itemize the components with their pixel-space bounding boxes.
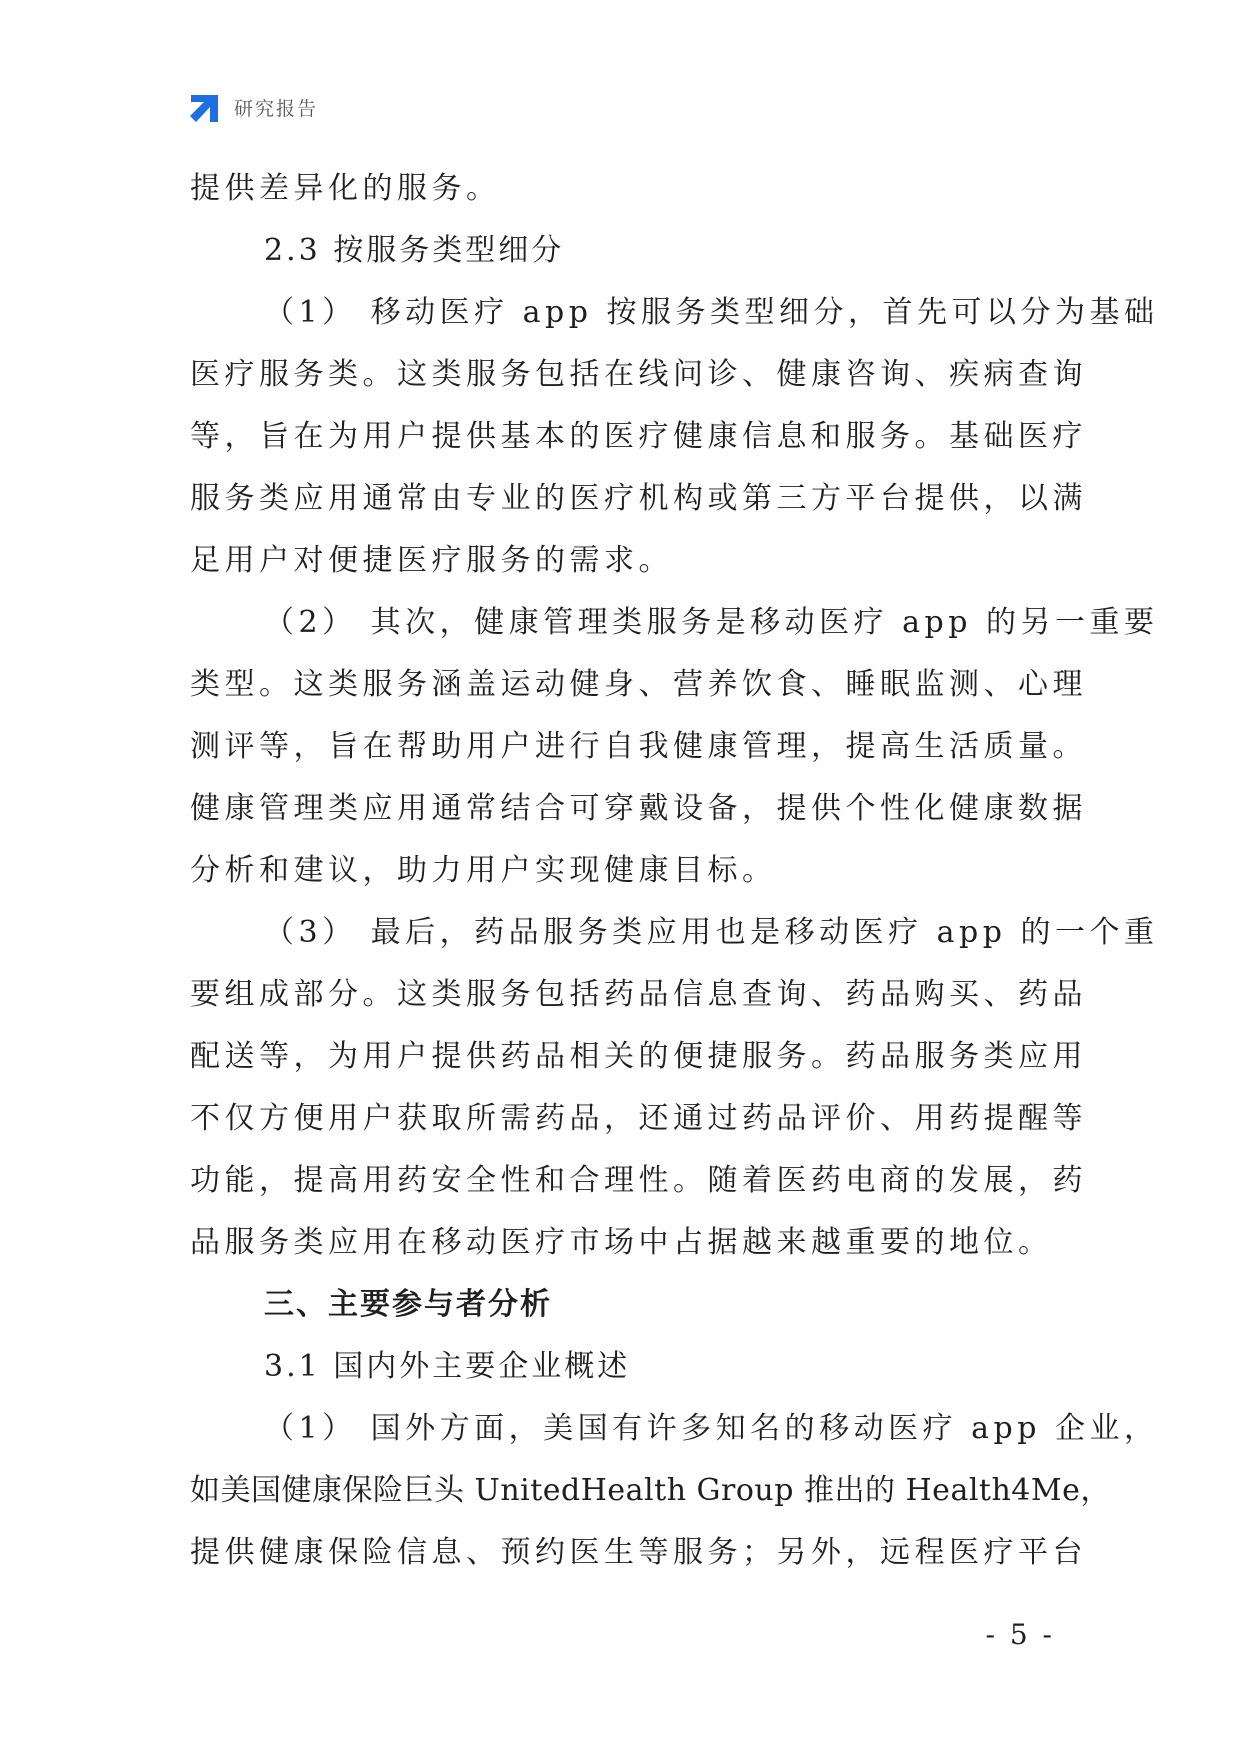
section-heading-3: 三、主要参与者分析 xyxy=(264,1287,552,1322)
paragraph-line: （2） 其次，健康管理类服务是移动医疗 app 的另一重要 xyxy=(264,605,1159,640)
paragraph-line: 要组成部分。这类服务包括药品信息查询、药品购买、药品 xyxy=(190,977,1087,1012)
paragraph-line: 分析和建议，助力用户实现健康目标。 xyxy=(190,853,777,888)
paragraph-health-management xyxy=(190,592,1159,902)
paragraph-line: 不仅方便用户获取所需药品，还通过药品评价、用药提醒等 xyxy=(190,1101,1087,1136)
paragraph-line: 医疗服务类。这类服务包括在线问诊、健康咨询、疾病查询 xyxy=(190,357,1087,392)
paragraph-line: 配送等，为用户提供药品相关的便捷服务。药品服务类应用 xyxy=(190,1039,1087,1074)
paragraph-line: （1） 国外方面，美国有许多知名的移动医疗 app 企业， xyxy=(264,1411,1159,1446)
paragraph-line: 提供健康保险信息、预约医生等服务；另外，远程医疗平台 xyxy=(190,1535,1087,1570)
paragraph-line: 品服务类应用在移动医疗市场中占据越来越重要的地位。 xyxy=(190,1225,1053,1260)
paragraph-line: （1） 移动医疗 app 按服务类型细分，首先可以分为基础 xyxy=(264,295,1159,330)
paragraph-basic-medical xyxy=(190,282,1159,592)
paragraph-foreign-companies xyxy=(190,1398,1159,1584)
paragraph-line: 类型。这类服务涵盖运动健身、营养饮食、睡眠监测、心理 xyxy=(190,667,1087,702)
paragraph-line: 等，旨在为用户提供基本的医疗健康信息和服务。基础医疗 xyxy=(190,419,1087,454)
page-number: - 5 - xyxy=(985,1618,1055,1651)
header-title: 研究报告 xyxy=(234,97,319,120)
paragraph-line: 如美国健康保险巨头 UnitedHealth Group 推出的 Health4Me， xyxy=(190,1473,1111,1508)
subsection-heading-2-3: 2.3 按服务类型细分 xyxy=(264,233,565,268)
paragraph-line: 测评等，旨在帮助用户进行自我健康管理，提高生活质量。 xyxy=(190,729,1087,764)
paragraph-drug-services xyxy=(190,902,1159,1274)
report-header xyxy=(190,90,318,124)
paragraph-continuation: 提供差异化的服务。 xyxy=(190,171,501,206)
document-body xyxy=(190,158,1159,1584)
paragraph-line: 功能，提高用药安全性和合理性。随着医药电商的发展，药 xyxy=(190,1163,1087,1198)
paragraph-line: 足用户对便捷医疗服务的需求。 xyxy=(190,543,673,578)
paragraph-line: 服务类应用通常由专业的医疗机构或第三方平台提供，以满 xyxy=(190,481,1087,516)
subsection-heading-3-1: 3.1 国内外主要企业概述 xyxy=(264,1349,631,1384)
paragraph-line: （3） 最后，药品服务类应用也是移动医疗 app 的一个重 xyxy=(264,915,1159,950)
diagonal-arrow-logo-icon xyxy=(190,91,222,123)
paragraph-line: 健康管理类应用通常结合可穿戴设备，提供个性化健康数据 xyxy=(190,791,1087,826)
